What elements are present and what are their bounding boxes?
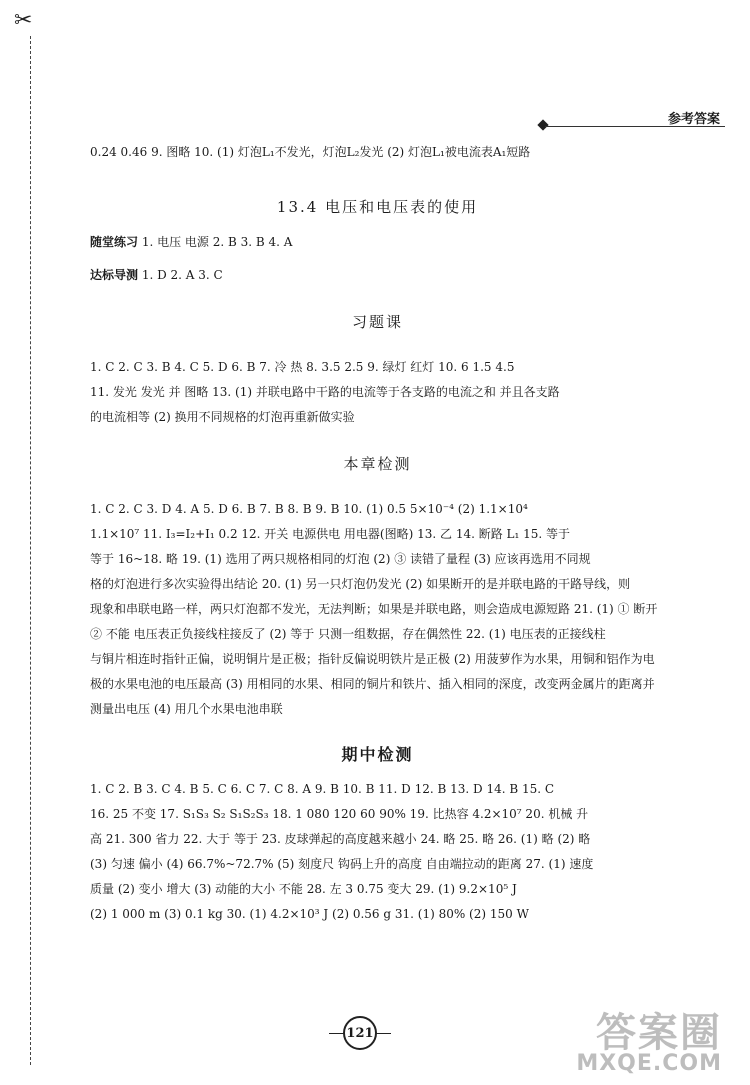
answer-line: (3) 匀速 偏小 (4) 66.7%~72.7% (5) 刻度尺 钩码上升的高度 自由端拉动的距离 27. (1) 速度 [90, 857, 594, 871]
test-text: 1. D 2. A 3. C [138, 268, 223, 282]
section-title-chapter: 本章检测 [343, 455, 412, 473]
watermark-logo [576, 1010, 722, 1076]
practice-text: 1. 电压 电源 2. B 3. B 4. A [138, 235, 293, 249]
answer-line: 1. C 2. C 3. B 4. C 5. D 6. B 7. 冷 热 8. 3.5 2.5 9. 绿灯 红灯 10. 6 1.5 4.5 [90, 360, 515, 374]
watermark-sub: MXQE.COM [576, 1051, 722, 1076]
chapter-answers [90, 497, 665, 722]
section-title-13-4: 13.4 电压和电压表的使用 [276, 198, 479, 216]
answer-line: 16. 25 不变 17. S₁S₃ S₂ S₁S₂S₃ 18. 1 080 120 60 90% 19. 比热容 4.2×10⁷ 20. 机械 升 [90, 807, 589, 821]
practice-label: 随堂练习 [90, 235, 139, 249]
answer-line: 测量出电压 (4) 用几个水果电池串联 [90, 702, 283, 716]
page-header: 参考答案 [667, 112, 720, 127]
header-diamond-icon [537, 119, 548, 130]
answer-line: 高 21. 300 省力 22. 大于 等于 23. 皮球弹起的高度越来越小 24. 略 25. 略 26. (1) 略 (2) 略 [90, 832, 591, 846]
answer-line: 的电流相等 (2) 换用不同规格的灯泡再重新做实验 [90, 410, 355, 424]
answer-line: 极的水果电池的电压最高 (3) 用相同的水果、相同的铜片和铁片、插入相同的深度，改变两金属片的距离并 [90, 677, 655, 691]
exercise-answers [90, 355, 665, 430]
answer-line: 11. 发光 发光 并 图略 13. (1) 并联电路中干路的电流等于各支路的电流之和 并且各支路 [90, 385, 560, 399]
watermark-main: 答案圈 [596, 1010, 722, 1056]
answer-line: (2) 1 000 m (3) 0.1 kg 30. (1) 4.2×10³ J (2) 0.56 g 31. (1) 80% (2) 150 W [90, 907, 529, 921]
answer-line: 等于 16~18. 略 19. (1) 选用了两只规格相同的灯泡 (2) ③ 读错了量程 (3) 应该再选用不同规 [90, 552, 591, 566]
answer-line: 1. C 2. B 3. C 4. B 5. C 6. C 7. C 8. A 9. B 10. B 11. D 12. B 13. D 14. B 15. C [90, 782, 555, 796]
answer-line: 与铜片相连时指针正偏，说明铜片是正极；指针反偏说明铁片是正极 (2) 用菠萝作为水果，用铜和铝作为电 [90, 652, 655, 666]
page-number: 121 [343, 1016, 377, 1050]
answer-line: 1. C 2. C 3. D 4. A 5. D 6. B 7. B 8. B 9. B 10. (1) 0.5 5×10⁻⁴ (2) 1.1×10⁴ [90, 502, 528, 516]
top-line: 0.24 0.46 9. 图略 10. (1) 灯泡L₁不发光，灯泡L₂发光 (2) 灯泡L₁被电流表A₁短路 [90, 145, 531, 159]
cut-line [30, 36, 31, 1065]
answer-line: 1.1×10⁷ 11. I₃=I₂+I₁ 0.2 12. 开关 电源供电 用电器(图略) 13. 乙 14. 断路 L₁ 15. 等于 [90, 527, 571, 541]
answer-line: 格的灯泡进行多次实验得出结论 20. (1) 另一只灯泡仍发光 (2) 如果断开的是并联电路的干路导线，则 [90, 577, 631, 591]
practice-line [90, 230, 665, 255]
answer-line: 现象和串联电路一样，两只灯泡都不发光，无法判断；如果是并联电路，则会造成电源短路 21. (1) ① 断开 [90, 602, 658, 616]
header-rule [545, 126, 725, 127]
answer-line: 质量 (2) 变小 增大 (3) 动能的大小 不能 28. 左 3 0.75 变大 29. (1) 9.2×10⁵ J [90, 882, 517, 896]
scissors-icon: ✂ [14, 8, 33, 33]
answer-content [90, 140, 665, 927]
answer-line: ② 不能 电压表正负接线柱接反了 (2) 等于 只测一组数据，存在偶然性 22. (1) 电压表的正接线柱 [90, 627, 606, 641]
test-label: 达标导测 [90, 268, 139, 282]
section-title-exercise: 习题课 [351, 313, 403, 331]
section-title-midterm: 期中检测 [341, 745, 414, 764]
test-line [90, 263, 665, 288]
midterm-answers [90, 777, 665, 927]
